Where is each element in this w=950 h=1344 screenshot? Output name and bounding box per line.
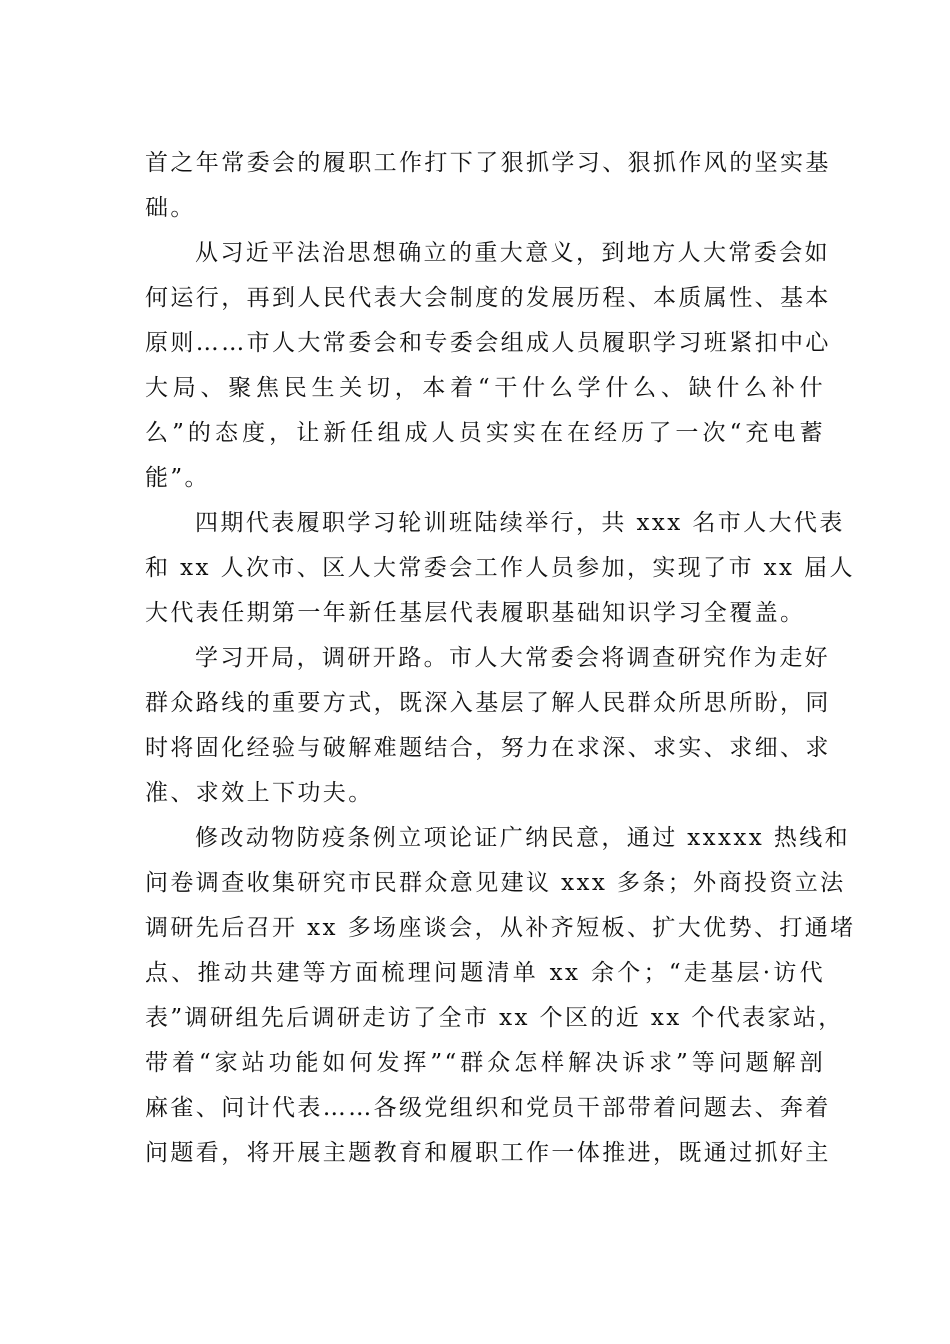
text-line: 表”调研组先后调研走访了全市 xx 个区的近 xx 个代表家站， xyxy=(145,1005,844,1031)
text-line: 首之年常委会的履职工作打下了狠抓学习、狠抓作风的坚实基 xyxy=(145,150,831,176)
text-line: 原则……市人大常委会和专委会组成人员履职学习班紧扣中心 xyxy=(145,330,831,356)
document-page xyxy=(145,141,856,1176)
text-line: 点、推动共建等方面梳理问题清单 xx 余个；“走基层·访代 xyxy=(145,960,825,986)
text-line: 问卷调查收集研究市民群众意见建议 xxx 多条；外商投资立法 xyxy=(145,870,846,896)
text-line: 大代表任期第一年新任基层代表履职基础知识学习全覆盖。 xyxy=(145,600,806,626)
paragraph xyxy=(145,141,831,231)
text-line: 时将固化经验与破解难题结合，努力在求深、求实、求细、求 xyxy=(145,735,831,761)
text-line: 能”。 xyxy=(145,465,210,491)
text-line: 大局、聚焦民生关切，本着“干什么学什么、缺什么补什 xyxy=(145,375,825,401)
paragraph xyxy=(145,816,856,1176)
paragraph xyxy=(145,636,831,816)
text-line: 群众路线的重要方式，既深入基层了解人民群众所思所盼，同 xyxy=(145,690,831,716)
text-line: 学习开局，调研开路。市人大常委会将调查研究作为走好 xyxy=(195,645,830,671)
text-line: 问题看，将开展主题教育和履职工作一体推进，既通过抓好主 xyxy=(145,1140,831,1166)
text-line: 和 xx 人次市、区人大常委会工作人员参加，实现了市 xx 届人 xyxy=(145,555,855,581)
text-line: 修改动物防疫条例立项论证广纳民意，通过 xxxxx 热线和 xyxy=(195,825,851,851)
paragraph xyxy=(145,231,831,501)
text-line: 么”的态度，让新任组成人员实实在在经历了一次“充电蓄 xyxy=(145,420,825,446)
text-line: 础。 xyxy=(145,195,196,221)
text-line: 准、求效上下功夫。 xyxy=(145,780,374,806)
text-line: 调研先后召开 xx 多场座谈会，从补齐短板、扩大优势、打通堵 xyxy=(145,915,856,941)
text-line: 何运行，再到人民代表大会制度的发展历程、本质属性、基本 xyxy=(145,285,831,311)
text-line: 带着“家站功能如何发挥”“群众怎样解决诉求”等问题解剖 xyxy=(145,1050,825,1076)
text-line: 麻雀、问计代表……各级党组织和党员干部带着问题去、奔着 xyxy=(145,1095,831,1121)
paragraph xyxy=(145,501,855,636)
text-line: 从习近平法治思想确立的重大意义，到地方人大常委会如 xyxy=(195,240,830,266)
text-line: 四期代表履职学习轮训班陆续举行，共 xxx 名市人大代表 xyxy=(195,510,845,536)
